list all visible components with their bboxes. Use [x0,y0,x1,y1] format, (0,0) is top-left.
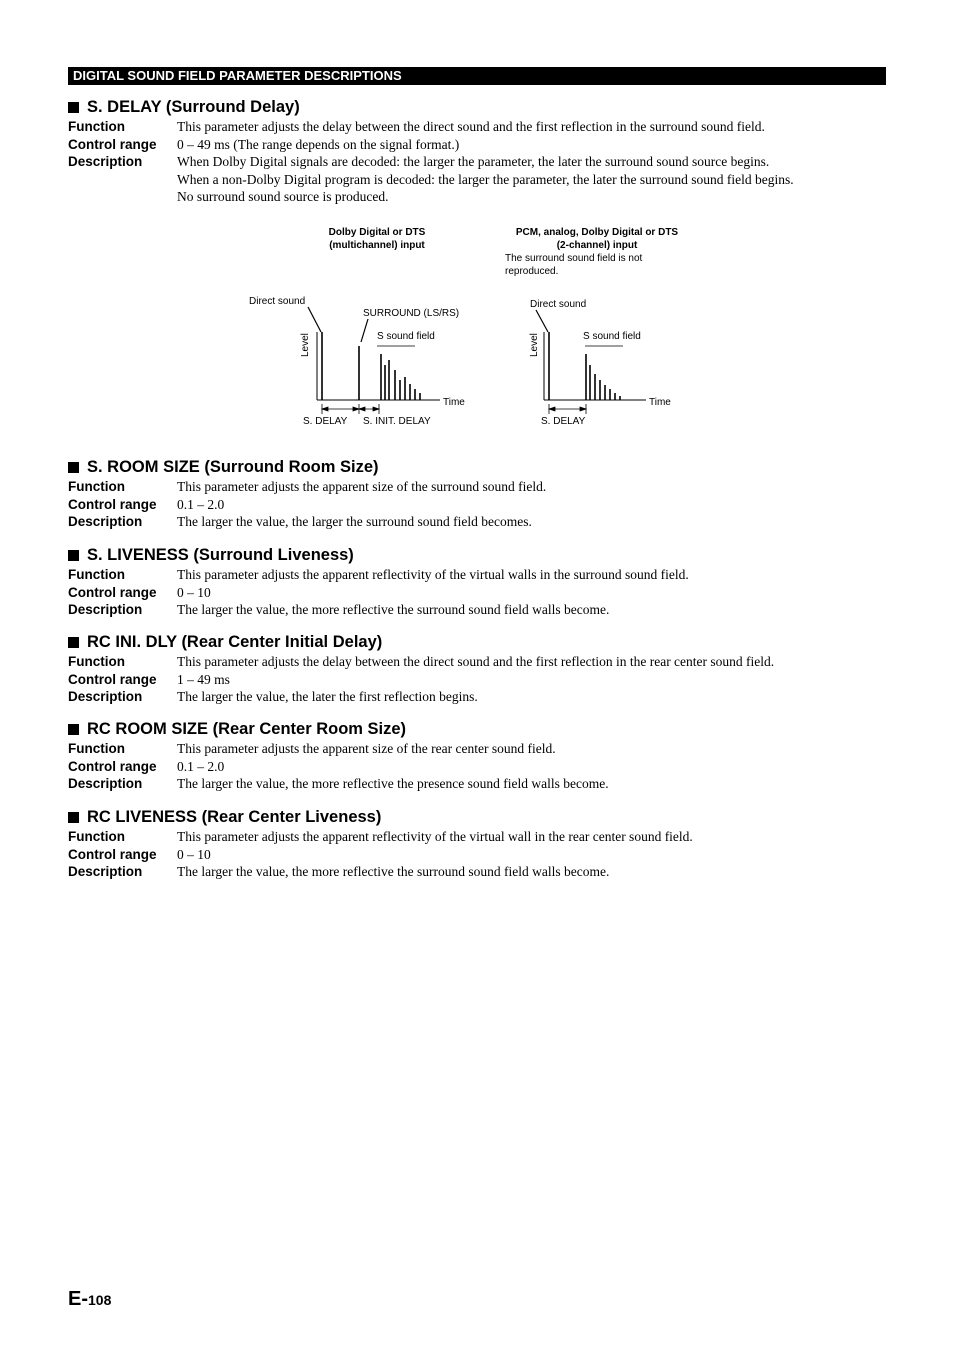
right-impulse-bars [549,332,620,400]
description-line: When Dolby Digital signals are decoded: the larger the parameter, the later the surround sound source begins. [177,154,770,169]
control-range-text: 0 – 49 ms (The range depends on the signal format.) [177,136,460,152]
left-time-label: Time [443,397,465,408]
square-bullet-icon [68,637,79,648]
description-line: No surround sound source is produced. [177,189,389,204]
description-text: The larger the value, the more reflective the surround sound field walls become. [177,602,610,617]
left-axes [317,332,440,400]
description-label: Description [68,514,143,529]
description-line: When a non-Dolby Digital program is decoded: the larger the parameter, the later the surround sound field begins. [177,171,794,187]
left-impulse-bars [322,332,420,400]
section-s-room-size [68,457,898,531]
description-label: Description [68,602,143,617]
function-text: This parameter adjusts the apparent size of the surround sound field. [177,479,547,494]
right-level-label: Level [529,333,540,357]
function-label: Function [68,479,125,494]
left-direct-sound-label: Direct sound [249,296,306,307]
left-diagram-title-2: (multichannel) input [329,240,425,251]
control-range-label: Control range [68,496,157,512]
function-text: This parameter adjusts the apparent reflectivity of the virtual walls in the surround sound field. [177,567,689,582]
section-rc-ini-dly [68,632,898,706]
control-range-label: Control range [68,671,157,687]
description-text: The larger the value, the later the first reflection begins. [177,689,478,704]
right-note-line-2: reproduced. [505,266,559,277]
right-s-delay-label: S. DELAY [541,416,586,427]
function-label: Function [68,741,125,756]
left-delay-brackets [322,404,379,414]
description-text: The larger the value, the larger the surround sound field becomes. [177,514,532,529]
square-bullet-icon [68,550,79,561]
function-label: Function [68,654,125,669]
page-number [68,1288,111,1311]
left-level-label: Level [300,333,311,357]
page-number-prefix: E- [68,1288,88,1310]
control-range-text: 0.1 – 2.0 [177,496,225,512]
right-s-sound-field-label: S sound field [583,331,641,342]
control-range-label: Control range [68,584,157,600]
left-diagram-title-1: Dolby Digital or DTS [328,227,426,238]
right-direct-sound-label: Direct sound [530,299,587,310]
control-range-text: 0 – 10 [177,584,211,600]
description-label: Description [68,689,143,704]
section-title: S. DELAY (Surround Delay) [87,98,300,116]
square-bullet-icon [68,462,79,473]
section-rc-liveness [68,807,898,881]
left-s-sound-field-label: S sound field [377,331,435,342]
page-number-value: 108 [88,1292,112,1308]
function-text: This parameter adjusts the apparent size of the rear center sound field. [177,741,556,756]
description-label: Description [68,776,143,791]
function-text: This parameter adjusts the delay between the direct sound and the first reflection in the surround sound field. [177,119,765,134]
right-time-label: Time [649,397,671,408]
right-diagram-title-2: (2-channel) input [556,240,638,251]
function-label: Function [68,567,125,582]
surround-delay-diagram [240,222,710,437]
left-s-delay-label: S. DELAY [303,416,348,427]
function-text: This parameter adjusts the apparent reflectivity of the virtual wall in the rear center sound field. [177,829,693,844]
function-text: This parameter adjusts the delay between the direct sound and the first reflection in the rear center sound field. [177,654,775,669]
s-init-delay-label: S. INIT. DELAY [363,416,431,427]
description-label: Description [68,864,143,879]
right-delay-bracket [549,404,586,414]
section-title: RC INI. DLY (Rear Center Initial Delay) [87,633,383,651]
control-range-label: Control range [68,758,157,774]
control-range-text: 0.1 – 2.0 [177,758,225,774]
surround-ls-rs-label: SURROUND (LS/RS) [363,308,460,319]
control-range-text: 1 – 49 ms [177,671,230,687]
function-label: Function [68,829,125,844]
section-rc-room-size [68,719,898,793]
square-bullet-icon [68,102,79,113]
square-bullet-icon [68,724,79,735]
section-s-liveness [68,545,898,619]
section-title: S. LIVENESS (Surround Liveness) [87,546,354,564]
control-range-text: 0 – 10 [177,846,211,862]
section-header-bar: DIGITAL SOUND FIELD PARAMETER DESCRIPTIONS [68,67,886,85]
right-note-line-1: The surround sound field is not [505,253,643,264]
right-diagram-title-1: PCM, analog, Dolby Digital or DTS [515,227,679,238]
section-title: S. ROOM SIZE (Surround Room Size) [87,458,379,476]
section-s-delay [68,97,898,206]
description-text: The larger the value, the more reflective the presence sound field walls become. [177,776,609,791]
square-bullet-icon [68,812,79,823]
control-range-label: Control range [68,846,157,862]
description-label: Description [68,154,143,169]
section-title: RC LIVENESS (Rear Center Liveness) [87,808,382,826]
description-text: The larger the value, the more reflective the surround sound field walls become. [177,864,610,879]
function-label: Function [68,119,125,134]
section-title: RC ROOM SIZE (Rear Center Room Size) [87,720,407,738]
control-range-label: Control range [68,136,157,152]
